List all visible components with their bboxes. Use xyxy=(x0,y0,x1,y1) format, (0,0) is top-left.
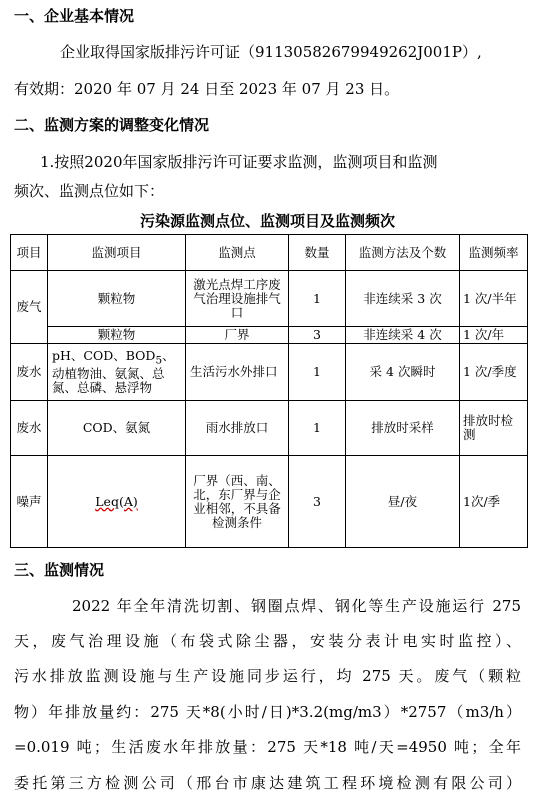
item-subscript: 5 xyxy=(155,354,163,367)
table-row xyxy=(11,344,528,401)
header-category: 项目 xyxy=(11,235,48,271)
monitoring-line: 委托第三方检测公司（邢台市康达建筑工程环境检测有限公司） xyxy=(14,774,521,792)
category-cell: 废水 xyxy=(11,344,48,401)
method-cell: 非连续采 4 次 xyxy=(346,327,460,344)
qty-cell: 1 xyxy=(289,271,346,327)
category-cell: 废水 xyxy=(11,401,48,456)
frequency-cell: 1 次/半年 xyxy=(460,271,528,327)
method-cell: 非连续采 3 次 xyxy=(346,271,460,327)
category-cell: 废气 xyxy=(11,271,48,344)
point-cell: 激光点焊工序废气治理设施排气口 xyxy=(186,271,289,327)
frequency-cell: 排放时检测 xyxy=(460,401,528,456)
table-header-row xyxy=(11,235,528,271)
qty-cell: 3 xyxy=(289,327,346,344)
item-text-a: pH、COD、BOD xyxy=(52,347,156,363)
table-row xyxy=(11,401,528,456)
qty-cell: 3 xyxy=(289,456,346,548)
section2-intro-cont: 频次、监测点位如下： xyxy=(14,182,165,200)
section2-heading: 二、监测方案的调整变化情况 xyxy=(14,116,210,134)
monitoring-line: 天，废气治理设施（布袋式除尘器，安装分表计电实时监控）、 xyxy=(14,632,521,650)
point-cell: 雨水排放口 xyxy=(186,401,289,456)
qty-cell: 1 xyxy=(289,401,346,456)
monitoring-line: 物）年排放量约：275 天*8(小时/日)*3.2(mg/m3）*2757（m3/h） xyxy=(14,703,521,721)
header-method: 监测方法及个数 xyxy=(346,235,460,271)
item-cell xyxy=(48,456,186,548)
section3-heading: 三、监测情况 xyxy=(14,561,105,579)
method-cell: 采 4 次瞬时 xyxy=(346,344,460,401)
point-cell: 厂界 xyxy=(186,327,289,344)
table-title: 污染源监测点位、监测项目及监测频次 xyxy=(139,212,395,230)
monitoring-line: 污水排放监测设施与生产设施同步运行，均 275 天。废气（颗粒 xyxy=(14,667,521,685)
header-qty: 数量 xyxy=(289,235,346,271)
leq-text: Leq(A) xyxy=(95,493,138,509)
frequency-cell: 1 次/年 xyxy=(460,327,528,344)
frequency-cell: 1 次/季度 xyxy=(460,344,528,401)
section2-intro: 1.按照2020年国家版排污许可证要求监测，监测项目和监测 xyxy=(40,153,438,171)
qty-cell: 1 xyxy=(289,344,346,401)
item-cell: 颗粒物 xyxy=(48,271,186,327)
item-cell: 颗粒物 xyxy=(48,327,186,344)
section1-heading: 一、企业基本情况 xyxy=(14,7,135,25)
monitoring-line: 2022 年全年清洗切割、钢圈点焊、钢化等生产设施运行 275 xyxy=(72,597,521,615)
method-cell: 昼/夜 xyxy=(346,456,460,548)
category-cell: 噪声 xyxy=(11,456,48,548)
monitoring-table xyxy=(10,234,528,548)
point-cell: 生活污水外排口 xyxy=(186,344,289,401)
frequency-cell: 1次/季 xyxy=(460,456,528,548)
item-text-b: 、动植物油、氨氮、总氮、总磷、悬浮物 xyxy=(52,347,175,396)
point-cell: 厂界（西、南、北，东厂界与企业相邻，不具备检测条件 xyxy=(186,456,289,548)
validity-text: 有效期：2020 年 07 月 24 日至 2023 年 07 月 23 日。 xyxy=(14,80,400,98)
item-cell xyxy=(48,344,186,401)
license-text: 企业取得国家版排污许可证（91130582679949262J001P）, xyxy=(60,43,482,61)
table-row xyxy=(11,456,528,548)
monitoring-line: =0.019 吨；生活废水年排放量：275 天*18 吨/天=4950 吨；全年 xyxy=(14,738,521,756)
header-point: 监测点 xyxy=(186,235,289,271)
table-row xyxy=(11,271,528,327)
header-item: 监测项目 xyxy=(48,235,186,271)
method-cell: 排放时采样 xyxy=(346,401,460,456)
header-frequency: 监测频率 xyxy=(460,235,528,271)
item-cell: COD、氨氮 xyxy=(48,401,186,456)
table-row xyxy=(11,327,528,344)
